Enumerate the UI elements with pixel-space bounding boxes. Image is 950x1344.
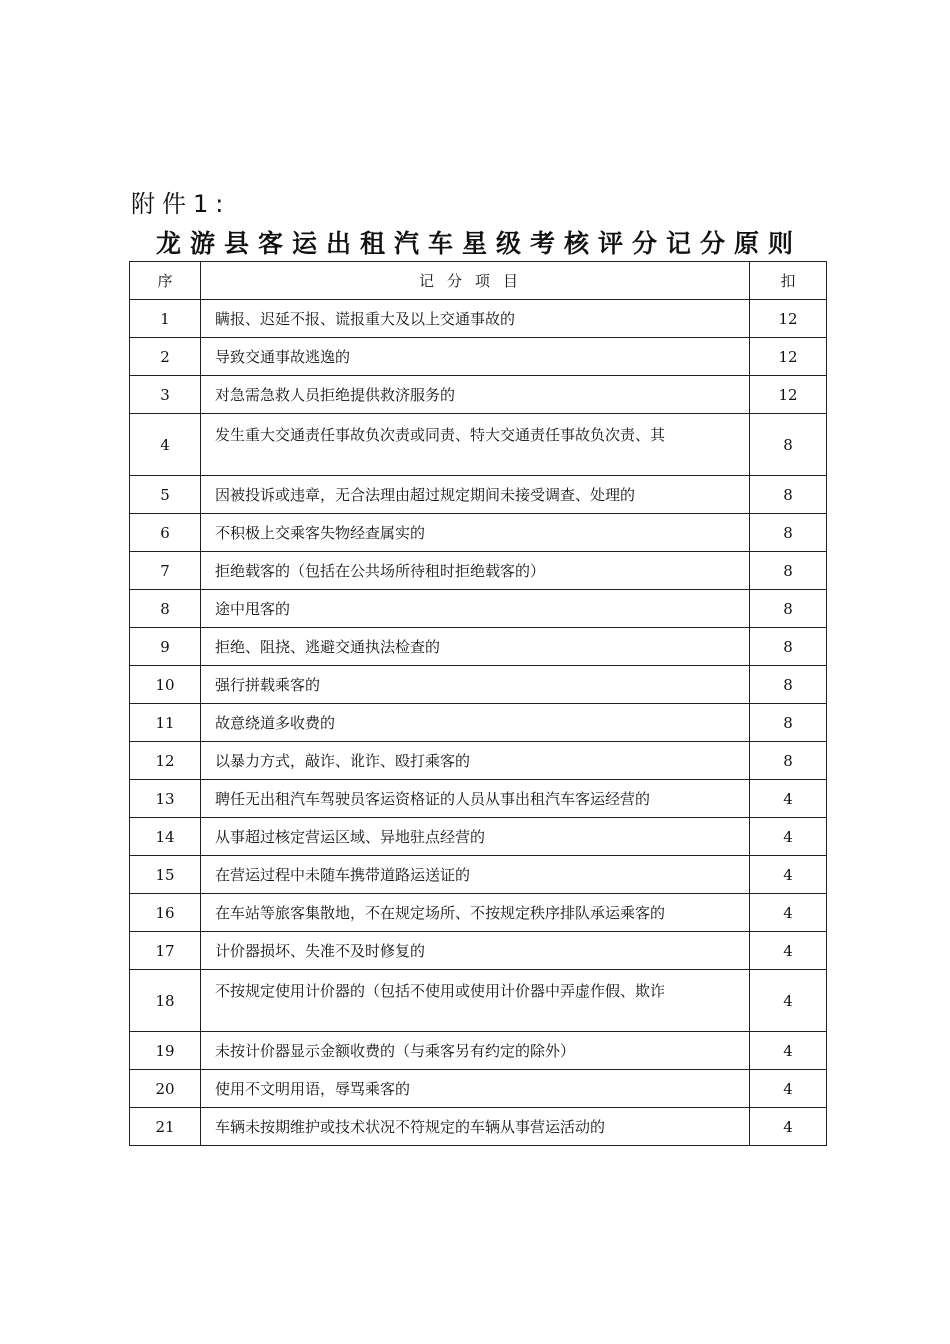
table-row <box>130 376 827 414</box>
row-deduction: 4 <box>750 1070 827 1108</box>
row-no: 14 <box>130 818 201 856</box>
row-item: 故意绕道多收费的 <box>201 704 750 742</box>
document-title: 龙游县客运出租汽车星级考核评分记分原则 <box>156 229 803 258</box>
row-deduction: 8 <box>750 476 827 514</box>
row-deduction: 4 <box>750 1108 827 1146</box>
row-no: 3 <box>130 376 201 414</box>
row-deduction: 4 <box>750 894 827 932</box>
row-item: 不按规定使用计价器的（包括不使用或使用计价器中弄虚作假、欺诈 <box>201 970 750 1032</box>
table-row <box>130 338 827 376</box>
row-no: 2 <box>130 338 201 376</box>
row-item: 拒绝载客的（包括在公共场所待租时拒绝载客的） <box>201 552 750 590</box>
row-item: 聘任无出租汽车驾驶员客运资格证的人员从事出租汽车客运经营的 <box>201 780 750 818</box>
table-row <box>130 300 827 338</box>
table-row <box>130 856 827 894</box>
row-item: 对急需急救人员拒绝提供救济服务的 <box>201 376 750 414</box>
table-row <box>130 514 827 552</box>
table-row <box>130 970 827 1032</box>
row-deduction: 4 <box>750 970 827 1032</box>
attachment-label: 附件1: <box>131 190 231 218</box>
row-no: 17 <box>130 932 201 970</box>
table-row <box>130 1070 827 1108</box>
row-deduction: 8 <box>750 742 827 780</box>
row-deduction: 8 <box>750 414 827 476</box>
row-deduction: 8 <box>750 628 827 666</box>
row-no: 20 <box>130 1070 201 1108</box>
row-item: 因被投诉或违章，无合法理由超过规定期间未接受调查、处理的 <box>201 476 750 514</box>
row-deduction: 8 <box>750 590 827 628</box>
table-row <box>130 932 827 970</box>
row-no: 1 <box>130 300 201 338</box>
row-no: 13 <box>130 780 201 818</box>
table-row <box>130 666 827 704</box>
row-no: 19 <box>130 1032 201 1070</box>
row-no: 6 <box>130 514 201 552</box>
header-deduction: 扣 <box>750 262 827 300</box>
row-item: 未按计价器显示金额收费的（与乘客另有约定的除外） <box>201 1032 750 1070</box>
row-deduction: 12 <box>750 338 827 376</box>
table-row <box>130 780 827 818</box>
row-no: 4 <box>130 414 201 476</box>
row-no: 12 <box>130 742 201 780</box>
row-deduction: 4 <box>750 818 827 856</box>
row-deduction: 4 <box>750 1032 827 1070</box>
row-deduction: 8 <box>750 552 827 590</box>
row-item: 发生重大交通责任事故负次责或同责、特大交通责任事故负次责、其 <box>201 414 750 476</box>
table-row <box>130 628 827 666</box>
row-item: 以暴力方式，敲诈、讹诈、殴打乘客的 <box>201 742 750 780</box>
row-item: 瞒报、迟延不报、谎报重大及以上交通事故的 <box>201 300 750 338</box>
row-deduction: 12 <box>750 376 827 414</box>
header-item: 记分项目 <box>201 262 750 300</box>
row-deduction: 8 <box>750 514 827 552</box>
row-no: 15 <box>130 856 201 894</box>
table-row <box>130 1032 827 1070</box>
table-row <box>130 552 827 590</box>
row-item: 导致交通事故逃逸的 <box>201 338 750 376</box>
row-no: 9 <box>130 628 201 666</box>
row-no: 16 <box>130 894 201 932</box>
table-row <box>130 894 827 932</box>
row-item: 车辆未按期维护或技术状况不符规定的车辆从事营运活动的 <box>201 1108 750 1146</box>
row-item: 在营运过程中未随车携带道路运送证的 <box>201 856 750 894</box>
row-item: 在车站等旅客集散地，不在规定场所、不按规定秩序排队承运乘客的 <box>201 894 750 932</box>
table-row <box>130 742 827 780</box>
row-item: 强行拼载乘客的 <box>201 666 750 704</box>
scoring-table <box>129 261 827 1146</box>
row-no: 5 <box>130 476 201 514</box>
table-row <box>130 1108 827 1146</box>
table-row <box>130 414 827 476</box>
row-item: 拒绝、阻挠、逃避交通执法检查的 <box>201 628 750 666</box>
table-row <box>130 704 827 742</box>
table-row <box>130 476 827 514</box>
row-deduction: 4 <box>750 856 827 894</box>
row-item: 不积极上交乘客失物经查属实的 <box>201 514 750 552</box>
row-no: 7 <box>130 552 201 590</box>
table-header-row <box>130 262 827 300</box>
row-deduction: 12 <box>750 300 827 338</box>
header-no: 序 <box>130 262 201 300</box>
row-item: 途中甩客的 <box>201 590 750 628</box>
table-row <box>130 590 827 628</box>
row-no: 21 <box>130 1108 201 1146</box>
row-item: 计价器损坏、失准不及时修复的 <box>201 932 750 970</box>
table-row <box>130 818 827 856</box>
row-deduction: 8 <box>750 666 827 704</box>
row-item: 使用不文明用语，辱骂乘客的 <box>201 1070 750 1108</box>
row-item: 从事超过核定营运区域、异地驻点经营的 <box>201 818 750 856</box>
row-no: 11 <box>130 704 201 742</box>
row-deduction: 4 <box>750 780 827 818</box>
row-deduction: 8 <box>750 704 827 742</box>
row-no: 8 <box>130 590 201 628</box>
row-no: 18 <box>130 970 201 1032</box>
row-deduction: 4 <box>750 932 827 970</box>
row-no: 10 <box>130 666 201 704</box>
